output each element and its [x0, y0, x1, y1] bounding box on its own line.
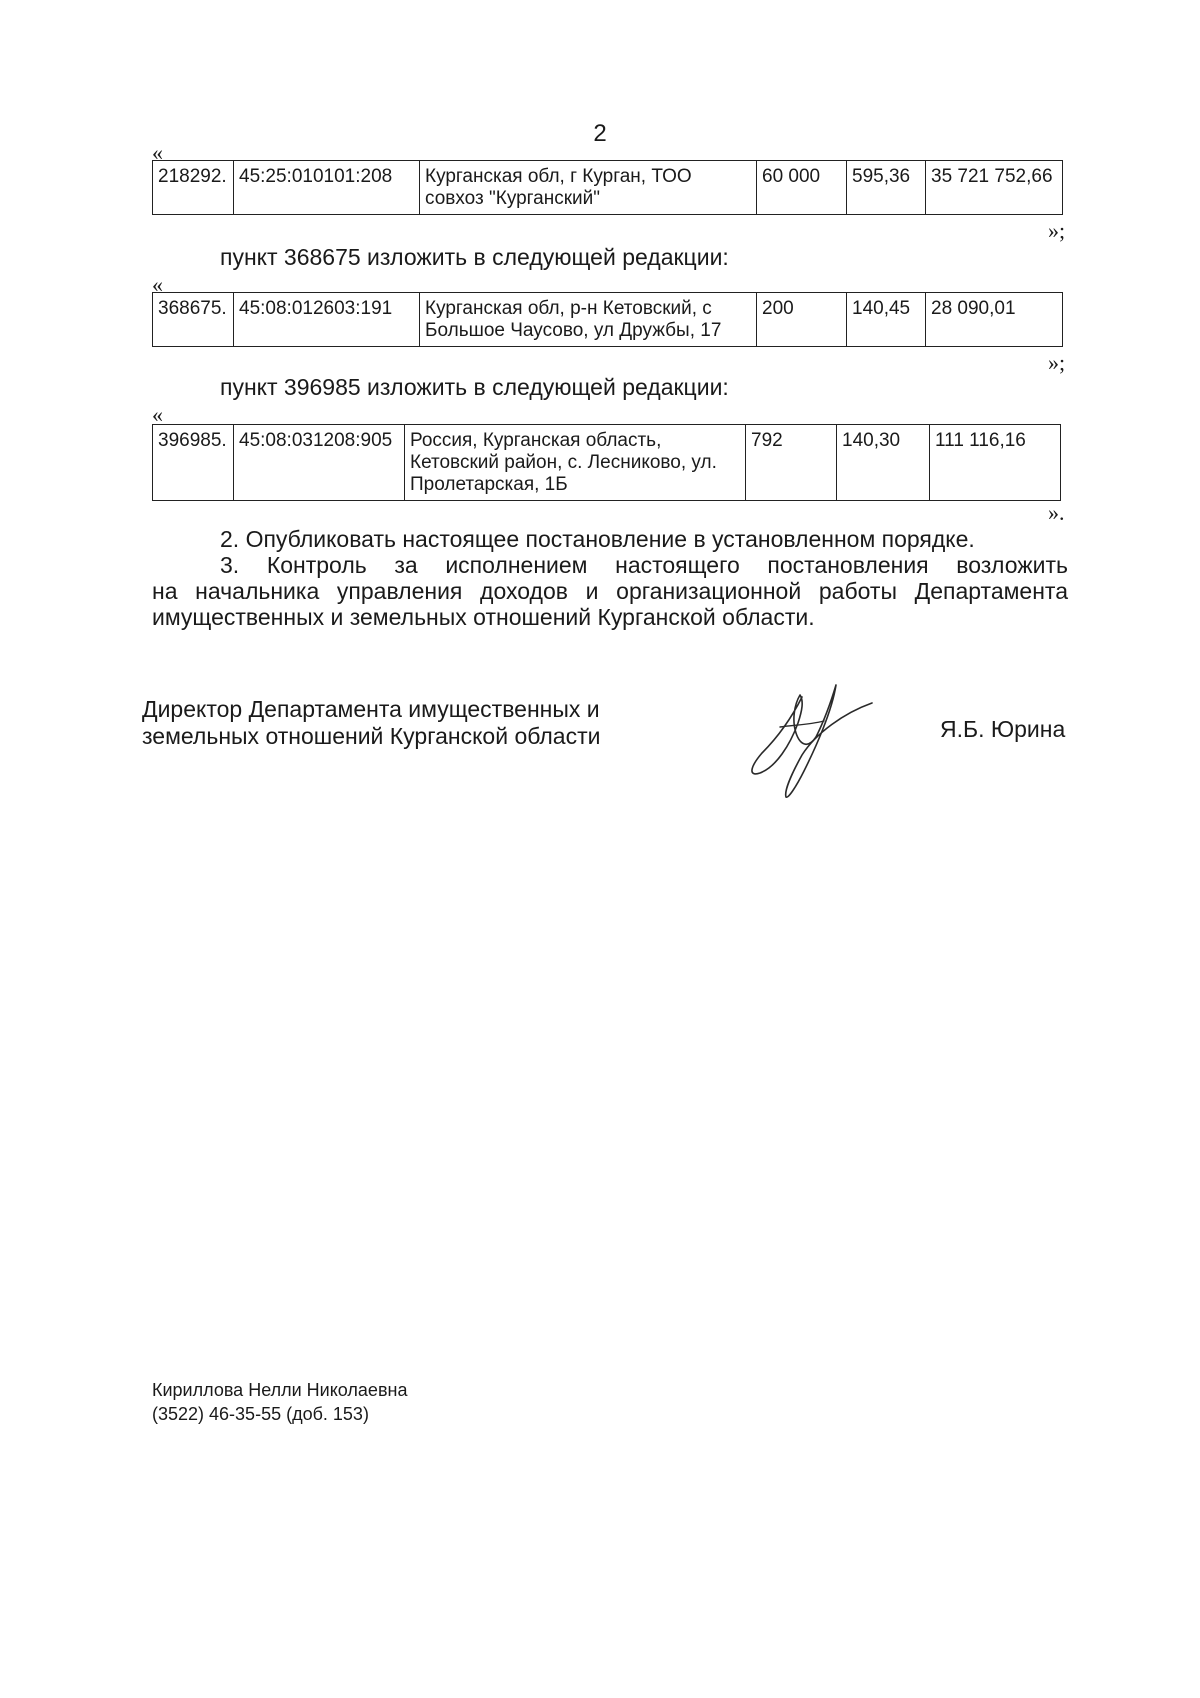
close-quote: »; — [1048, 350, 1066, 375]
cell-cadastral: 45:08:031208:905 — [234, 425, 405, 501]
cell-area: 60 000 — [757, 161, 847, 215]
cell-rate: 140,45 — [847, 293, 926, 347]
cell-rate: 140,30 — [837, 425, 930, 501]
record-table — [152, 292, 1063, 347]
open-quote: « — [152, 402, 163, 427]
cell-rate: 595,36 — [847, 161, 926, 215]
cell-area: 200 — [757, 293, 847, 347]
cell-cadastral: 45:25:010101:208 — [234, 161, 420, 215]
cell-value: 35 721 752,66 — [926, 161, 1063, 215]
close-quote: »; — [1048, 218, 1066, 243]
instruction-text: пункт 368675 изложить в следующей редакции: — [220, 244, 729, 270]
record-table — [152, 160, 1063, 215]
paragraph-publish: 2. Опубликовать настоящее постановление в установленном порядке. — [220, 526, 975, 552]
cell-address: Курганская обл, р-н Кетовский, с Большое Чаусово, ул Дружбы, 17 — [420, 293, 757, 347]
table-row — [153, 293, 1063, 347]
page-number: 2 — [593, 120, 607, 147]
executor-phone: (3522) 46-35-55 (доб. 153) — [152, 1404, 369, 1424]
cell-area: 792 — [746, 425, 837, 501]
open-quote: « — [152, 272, 163, 297]
cell-address: Курганская обл, г Курган, ТОО совхоз "Курганский" — [420, 161, 757, 215]
paragraph-control-line2: на начальника управления доходов и организационной работы Департамента — [152, 578, 1068, 604]
cell-number: 218292. — [153, 161, 234, 215]
cell-cadastral: 45:08:012603:191 — [234, 293, 420, 347]
signatory-name: Я.Б. Юрина — [940, 716, 1066, 742]
cell-value: 111 116,16 — [930, 425, 1061, 501]
signatory-position — [142, 696, 600, 750]
table-row — [153, 161, 1063, 215]
open-quote: « — [152, 140, 163, 165]
paragraph-control-line3: имущественных и земельных отношений Курганской области. — [152, 604, 815, 630]
signatory-position-line1: Директор Департамента имущественных и — [142, 696, 600, 722]
cell-address: Россия, Курганская область, Кетовский район, с. Лесниково, ул. Пролетарская, 1Б — [405, 425, 746, 501]
executor-name: Кириллова Нелли Николаевна — [152, 1380, 408, 1400]
cell-value: 28 090,01 — [926, 293, 1063, 347]
handwritten-signature — [740, 675, 890, 810]
signatory-position-line2: земельных отношений Курганской области — [142, 723, 601, 749]
record-table — [152, 424, 1061, 501]
close-quote: ». — [1048, 500, 1065, 525]
executor-info — [152, 1378, 407, 1426]
instruction-text: пункт 396985 изложить в следующей редакции: — [220, 374, 729, 400]
paragraph-control-line1: 3. Контроль за исполнением настоящего постановления возложить — [220, 552, 1068, 578]
cell-number: 368675. — [153, 293, 234, 347]
cell-number: 396985. — [153, 425, 234, 501]
table-row — [153, 425, 1061, 501]
